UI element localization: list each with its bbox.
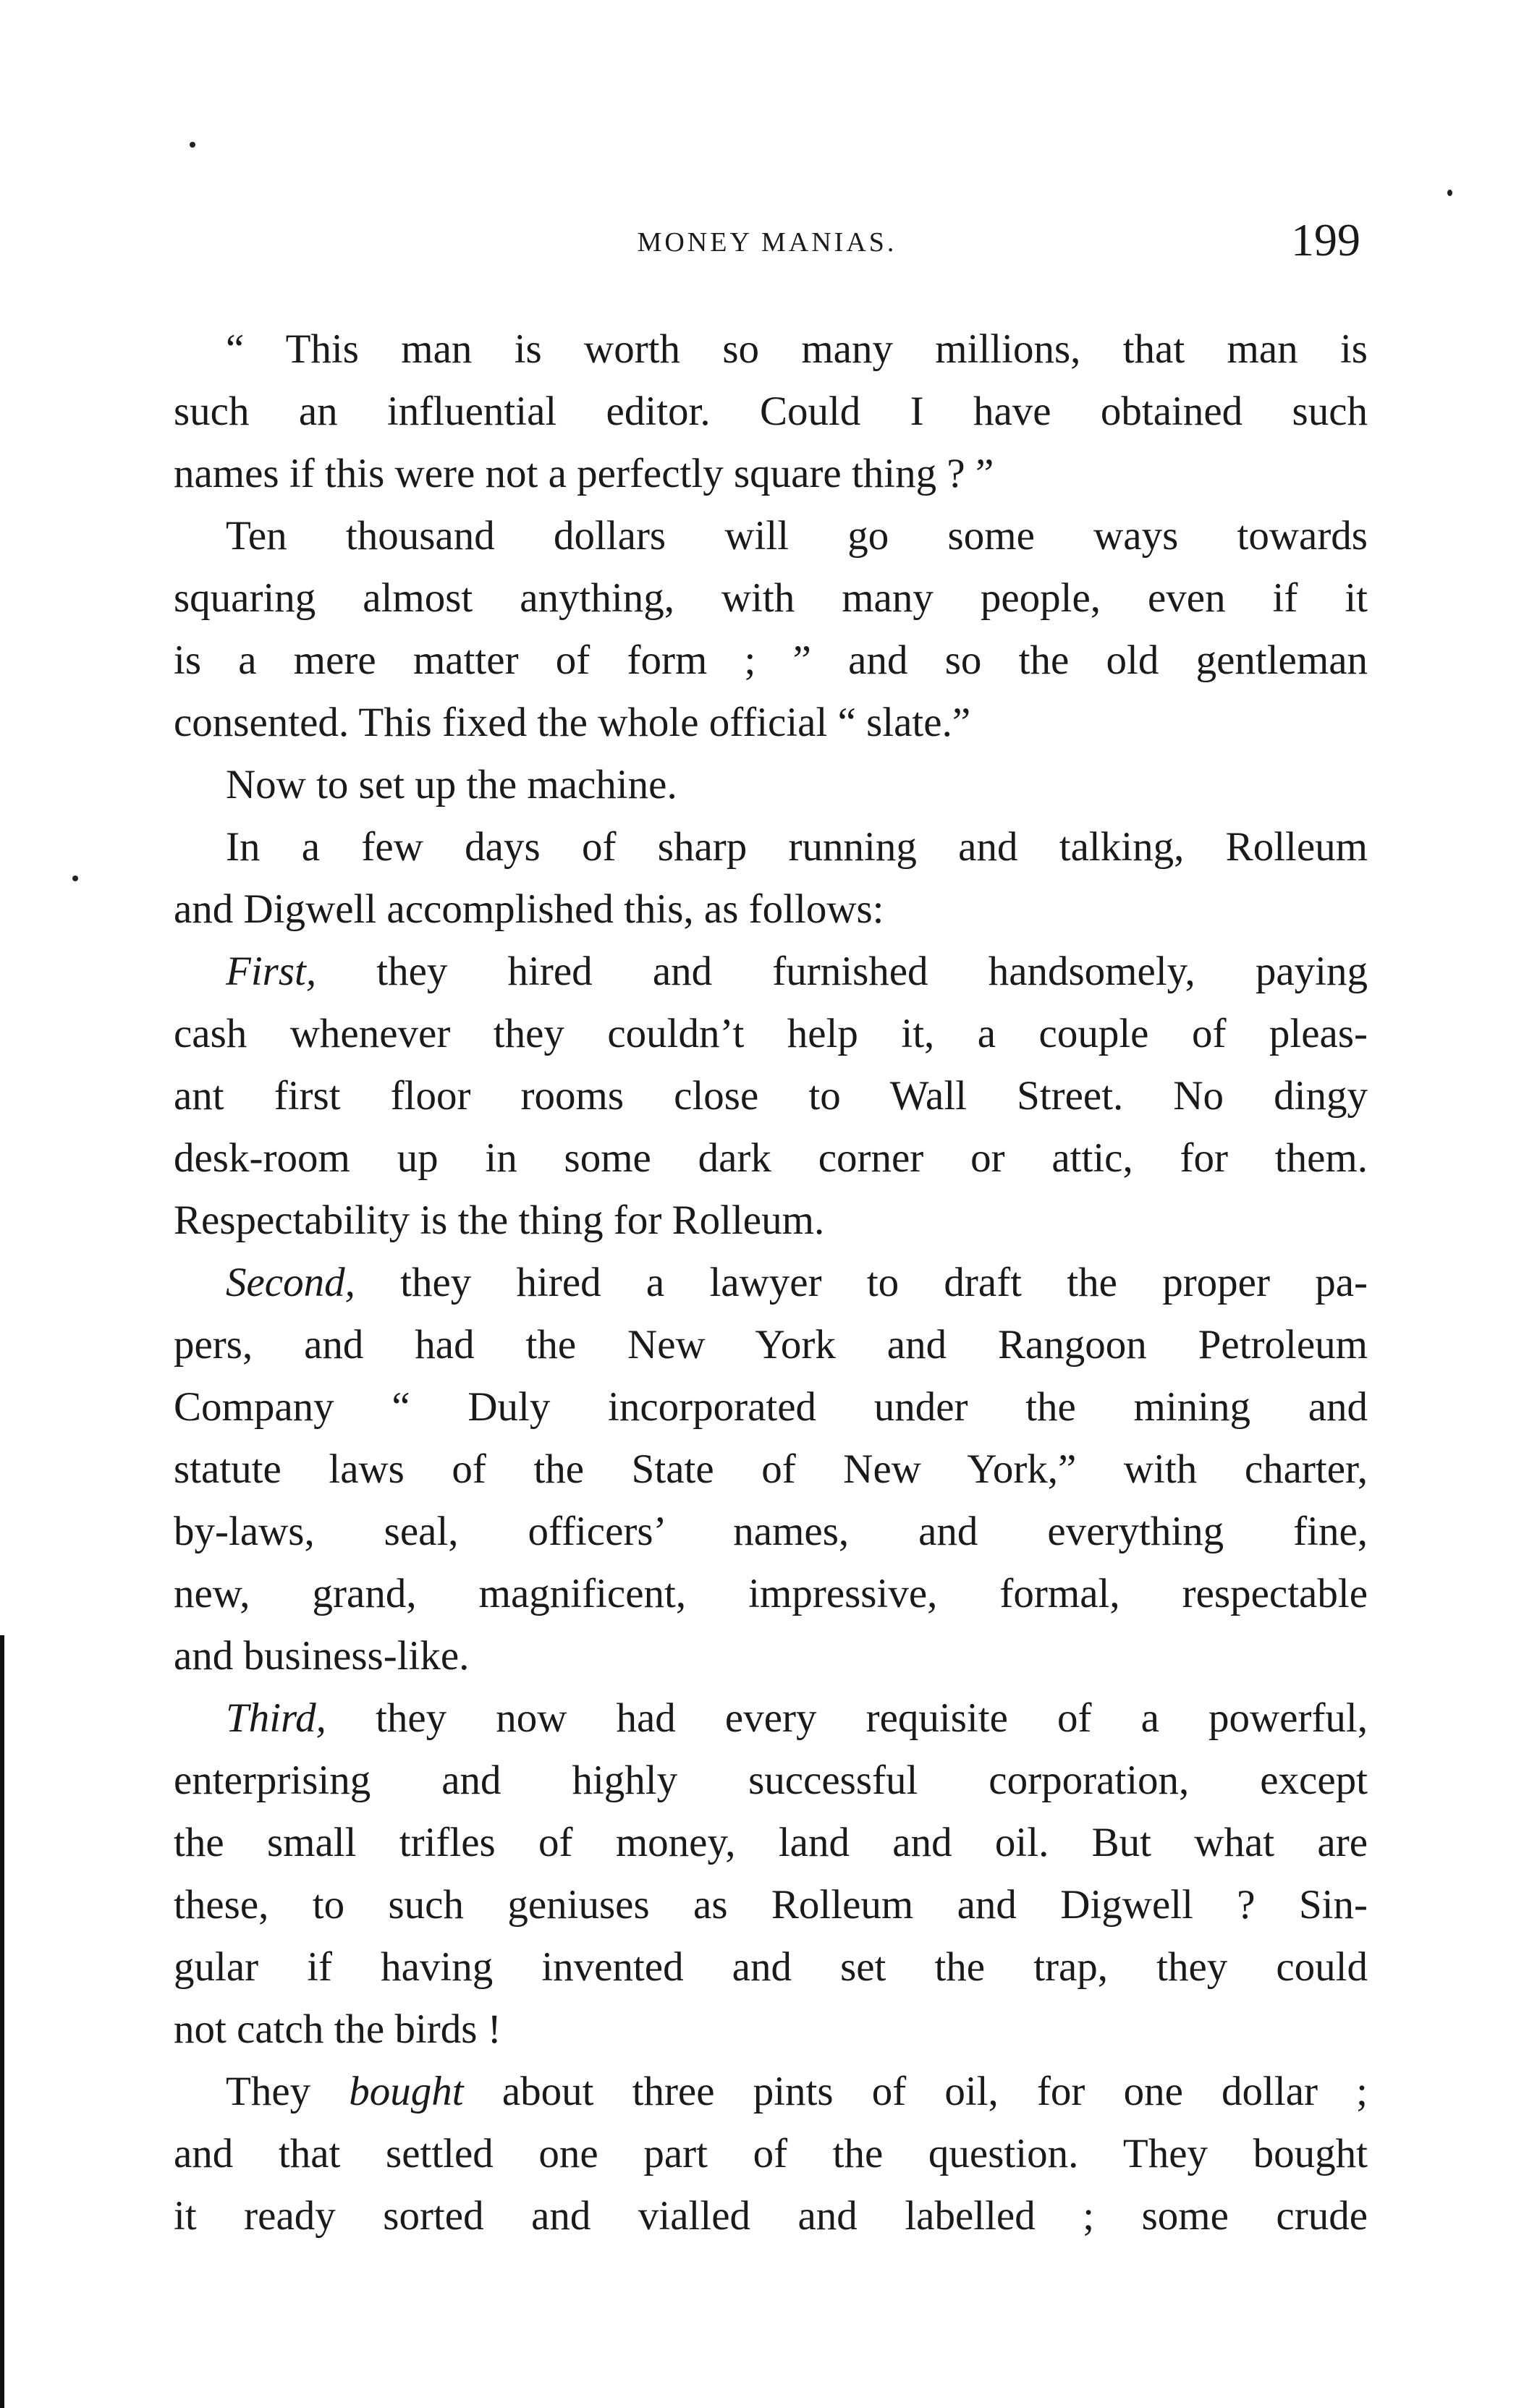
- italic-word-first: First,: [226, 949, 317, 994]
- running-title: MONEY MANIAS.: [637, 227, 897, 258]
- text-line: In a few days of sharp running and talking, Rolleum: [226, 824, 1368, 870]
- text-line: not catch the birds !: [174, 2006, 501, 2052]
- ink-speck: [190, 142, 195, 148]
- text-line: Now to set up the machine.: [226, 762, 677, 807]
- text-line-bought: [174, 2061, 1368, 2123]
- text-line: Company “ Duly incorporated under the mining and: [174, 1384, 1368, 1430]
- running-head: [174, 213, 1360, 271]
- text-line: ant first floor rooms close to Wall Street. No dingy: [174, 1073, 1368, 1119]
- text-line: these, to such geniuses as Rolleum and Digwell ? Sin-: [174, 1882, 1368, 1928]
- ink-speck: [1447, 190, 1452, 196]
- ink-speck: [72, 876, 78, 881]
- text-line: by-laws, seal, officers’ names, and everything fine,: [174, 1509, 1368, 1554]
- text-line-rest: they now had every requisite of a powerful,: [375, 1695, 1368, 1741]
- italic-word-third: Third,: [226, 1695, 326, 1741]
- text-line: names if this were not a perfectly square thing ? ”: [174, 451, 994, 496]
- text-line: and Digwell accomplished this, as follows:: [174, 886, 884, 932]
- text-line: “ This man is worth so many millions, that man is: [226, 326, 1368, 372]
- text-line: enterprising and highly successful corporation, except: [174, 1758, 1368, 1803]
- text-line: squaring almost anything, with many people, even if it: [174, 575, 1368, 621]
- text-line: it ready sorted and vialled and labelled ; some crude: [174, 2193, 1368, 2239]
- text-line: consented. This fixed the whole official “ slate.”: [174, 700, 971, 745]
- text-line: is a mere matter of form ; ” and so the old gentleman: [174, 637, 1368, 683]
- text-line-rest: about three pints of oil, for one dollar ;: [501, 2069, 1368, 2114]
- text-line-third: [174, 1687, 1368, 1750]
- page-binding-edge: [0, 1635, 4, 2408]
- text-line: desk-room up in some dark corner or attic, for them.: [174, 1135, 1368, 1181]
- text-line-rest: they hired and furnished handsomely, paying: [376, 949, 1368, 994]
- text-word-they: They: [226, 2069, 311, 2114]
- text-line: statute laws of the State of New York,” with charter,: [174, 1446, 1368, 1492]
- text-line: Respectability is the thing for Rolleum.: [174, 1197, 825, 1243]
- text-line: the small trifles of money, land and oil. But what are: [174, 1820, 1368, 1865]
- text-line: pers, and had the New York and Rangoon Petroleum: [174, 1322, 1368, 1368]
- text-line: such an influential editor. Could I have obtained such: [174, 389, 1368, 434]
- text-line-rest: they hired a lawyer to draft the proper pa-: [400, 1260, 1368, 1305]
- page-number: 199: [1291, 214, 1360, 266]
- italic-word-bought: bought: [349, 2069, 464, 2114]
- text-line: new, grand, magnificent, impressive, formal, respectable: [174, 1571, 1368, 1616]
- text-line-second: [174, 1252, 1368, 1314]
- text-line: cash whenever they couldn’t help it, a couple of pleas-: [174, 1011, 1368, 1056]
- text-line: and that settled one part of the question. They bought: [174, 2131, 1368, 2176]
- text-line: gular if having invented and set the trap, they could: [174, 1944, 1368, 1990]
- italic-word-second: Second,: [226, 1260, 355, 1305]
- text-line-first: [174, 941, 1368, 1003]
- text-line: and business-like.: [174, 1633, 470, 1679]
- body-text: [174, 318, 1368, 2247]
- text-line: Ten thousand dollars will go some ways towards: [226, 513, 1368, 559]
